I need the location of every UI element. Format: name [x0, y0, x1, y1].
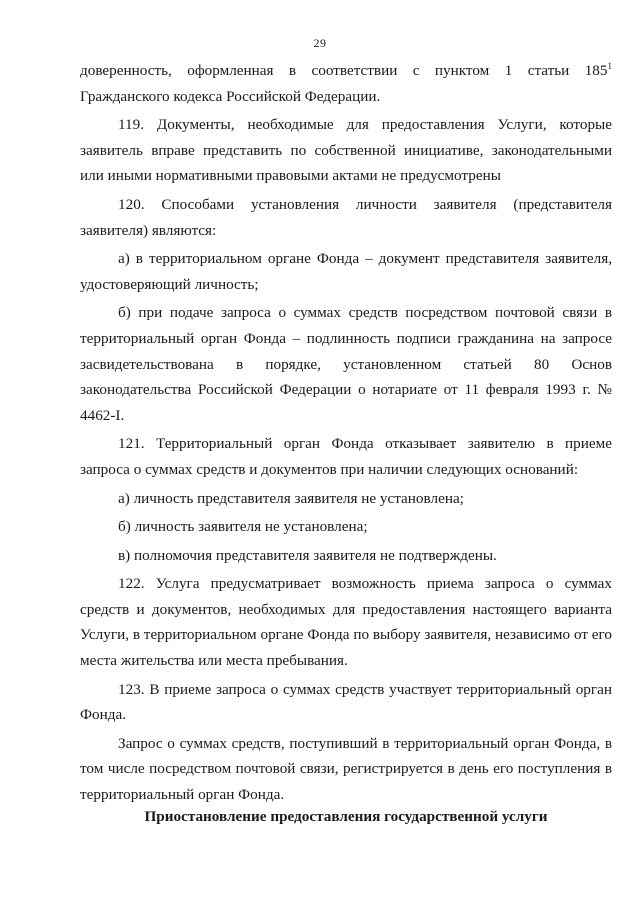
paragraph-text: доверенность, оформленная в соответствии с пунктом 1 статьи 185 [80, 62, 608, 79]
paragraph-121-b: б) личность заявителя не установлена; [118, 518, 368, 536]
paragraph-121-c: в) полномочия представителя заявителя не подтверждены. [118, 546, 497, 564]
document-body [80, 58, 612, 811]
paragraph-120-b: б) при подаче запроса о суммах средств посредством почтовой связи в территориальный орган Фонда – подлинность подписи гражданина на запросе засвидетельствована в порядке, установленном статьей 80 Основ законодательства Российской Федерации о нотариате от 11 февраля 1993 г. № 4462-I. [80, 304, 612, 424]
footnote-superscript: 1 [607, 60, 612, 71]
page-number: 29 [313, 36, 327, 50]
paragraph-122: 122. Услуга предусматривает возможность приема запроса о суммах средств и документов, необходимых для предоставления настоящего варианта Услуги, в территориальном органе Фонда по выбору заявителя, независимо от его места жительства или места пребывания. [80, 575, 612, 670]
paragraph-request-registration: Запрос о суммах средств, поступивший в территориальный орган Фонда, в том числе посредством почтовой связи, регистрируется в день его поступления в территориальный орган Фонда. [80, 734, 612, 804]
paragraph-121-a: а) личность представителя заявителя не установлена; [118, 489, 464, 507]
paragraph-power-of-attorney [80, 58, 612, 109]
paragraph-121: 121. Территориальный орган Фонда отказывает заявителю в приеме запроса о суммах средств и документов при наличии следующих оснований: [80, 435, 612, 478]
paragraph-120: 120. Способами установления личности заявителя (представителя заявителя) являются: [80, 195, 612, 239]
paragraph-123: 123. В приеме запроса о суммах средств участвует территориальный орган Фонда. [80, 680, 612, 724]
paragraph-text-continued: Гражданского кодекса Российской Федерации. [80, 87, 381, 105]
paragraph-119: 119. Документы, необходимые для предоставления Услуги, которые заявитель вправе представить по собственной инициативе, законодательными или иными нормативными правовыми актами не предусмотрены [80, 116, 612, 185]
section-heading: Приостановление предоставления государственной услуги [144, 808, 548, 825]
paragraph-120-a: а) в территориальном органе Фонда – документ представителя заявителя, удостоверяющий личность; [80, 250, 612, 293]
